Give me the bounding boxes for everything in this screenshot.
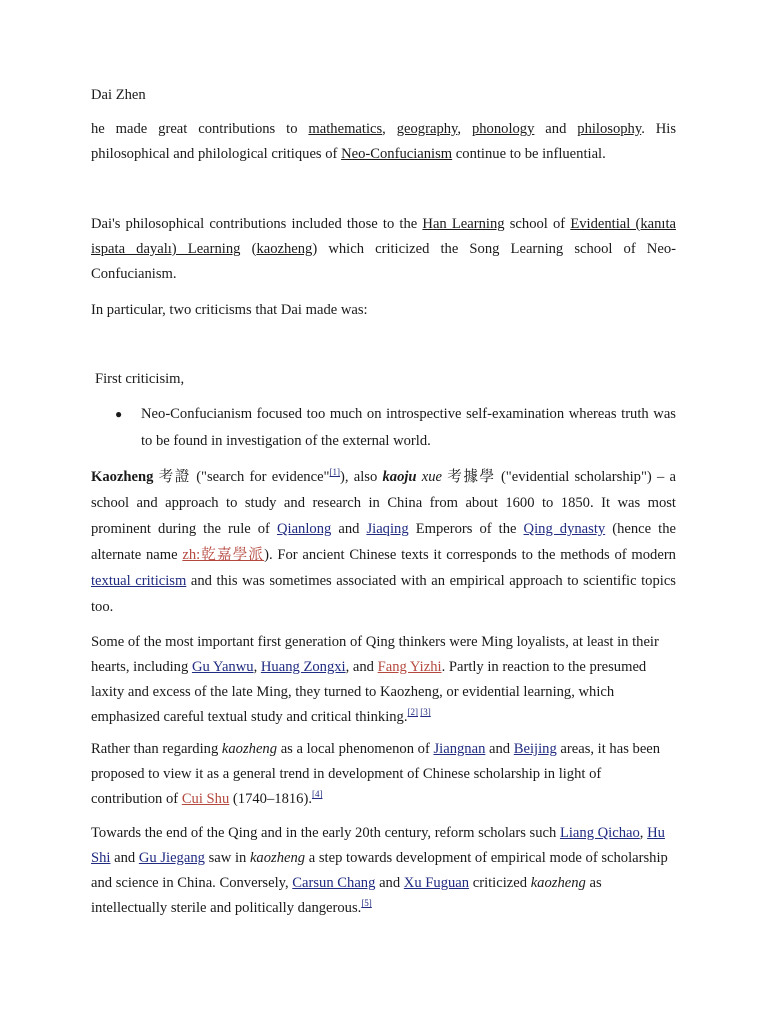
link-philosophy[interactable]: philosophy <box>577 121 642 137</box>
text: Towards the end of the Qing and in the early 20th century, reform scholars such <box>91 825 557 841</box>
text: a step towards development of empirical mode of scholarship and science in China. Conversely, <box>91 850 668 891</box>
kaozheng-term: Kaozheng <box>91 469 154 485</box>
link-beijing[interactable]: Beijing <box>513 741 557 757</box>
ref-link-5[interactable]: [5] <box>361 898 372 908</box>
link-liang-qichao[interactable]: Liang Qichao <box>559 825 640 841</box>
text: and <box>114 850 136 866</box>
link-cui-shu[interactable]: Cui Shu <box>181 791 230 807</box>
link-hu-shi[interactable]: Hu Shi <box>91 825 665 866</box>
page-title: Dai Zhen <box>91 87 146 103</box>
text: , <box>639 825 644 841</box>
text: ( <box>251 241 257 257</box>
link-gu-yanwu[interactable]: Gu Yanwu <box>191 659 254 675</box>
text: and this was sometimes associated with an empirical approach to scientific topics too. <box>91 573 676 615</box>
link-textual-criticism[interactable]: textual criticism <box>91 573 187 589</box>
kaozheng-paragraph <box>91 464 676 620</box>
text: as a local phenomenon of <box>280 741 430 757</box>
text: , <box>382 121 386 137</box>
text: , <box>457 121 462 137</box>
link-han-learning[interactable]: Han Learning <box>422 216 505 232</box>
link-qing-dynasty[interactable]: Qing dynasty <box>523 521 606 537</box>
text: . His philosophical and philological critiques of <box>91 121 677 162</box>
text: Dai's philosophical contributions included those to the <box>91 216 418 232</box>
text: , and <box>345 659 374 675</box>
text: ) which criticized the Song Learning school of Neo-Confucianism. <box>91 241 676 282</box>
kaozheng-italic: kaozheng <box>221 741 278 757</box>
link-zh-qianjia[interactable]: zh:乾嘉學派 <box>182 547 265 563</box>
text: criticized <box>472 875 528 891</box>
link-fang-yizhi[interactable]: Fang Yizhi <box>377 659 442 675</box>
end-of-qing-paragraph <box>91 821 676 921</box>
ref-link-1[interactable]: [1] <box>329 467 341 477</box>
bullet-text: Neo-Confucianism focused too much on introspective self-examination whereas truth was to be found in investigation of the external world. <box>141 406 676 449</box>
ref-link-4[interactable]: [4] <box>311 789 323 799</box>
ref-link-2[interactable]: [2] <box>407 707 418 717</box>
xue-term: xue <box>421 469 443 485</box>
text: and <box>338 521 360 537</box>
link-kaozheng[interactable]: kaozheng <box>256 241 313 257</box>
link-carsun-chang[interactable]: Carsun Chang <box>292 875 376 891</box>
chinese-text: 考據學 <box>447 469 496 485</box>
text: ), also <box>340 469 378 485</box>
text: (1740–1816). <box>232 791 312 807</box>
kaozheng-italic: kaozheng <box>249 850 306 866</box>
text: and <box>489 741 511 757</box>
text: Rather than regarding <box>91 741 219 757</box>
chinese-text: 考證 <box>158 469 191 485</box>
link-phonology[interactable]: phonology <box>471 121 535 137</box>
link-evidential-learning[interactable]: Evidential (kanıta ispata dayalı) Learning <box>91 216 676 257</box>
link-jiaqing[interactable]: Jiaqing <box>366 521 409 537</box>
text: Some of the most important first generation of Qing thinkers were Ming loyalists, at least in their hearts, including <box>91 634 659 675</box>
link-xu-fuguan[interactable]: Xu Fuguan <box>403 875 470 891</box>
text: as intellectually sterile and politically dangerous. <box>91 875 602 916</box>
bullet-list-item <box>115 401 676 455</box>
link-geography[interactable]: geography <box>396 121 458 137</box>
text: ). For ancient Chinese texts it corresponds to the methods of modern <box>264 547 676 563</box>
link-neo-confucianism[interactable]: Neo-Confucianism <box>341 146 453 162</box>
link-jiangnan[interactable]: Jiangnan <box>433 741 486 757</box>
contributions-paragraph <box>91 212 676 287</box>
text: ("search for evidence" <box>196 469 330 485</box>
text: and <box>379 875 401 891</box>
text: , <box>253 659 258 675</box>
text: and <box>545 121 567 137</box>
text: Emperors of the <box>415 521 517 537</box>
text: saw in <box>208 850 247 866</box>
text: continue to be influential. <box>455 146 606 162</box>
kaoju-term: kaoju <box>382 469 417 485</box>
bullet-icon: ● <box>115 407 123 421</box>
in-particular-line: In particular, two criticisms that Dai made was: <box>91 302 368 318</box>
link-huang-zongxi[interactable]: Huang Zongxi <box>260 659 346 675</box>
ref-link-3[interactable]: [3] <box>420 707 431 717</box>
text: (hence the alternate name <box>91 521 676 563</box>
first-criticism-heading: First criticisim, <box>95 371 185 387</box>
text: school of <box>509 216 566 232</box>
text: ("evidential scholarship") – a school and approach to study and research in China from about 1600 to 1850. It was most prominent during the rule of <box>91 469 676 537</box>
kaozheng-italic: kaozheng <box>530 875 586 891</box>
loyalists-paragraph <box>91 630 676 730</box>
regarding-paragraph <box>91 737 676 812</box>
link-mathematics[interactable]: mathematics <box>308 121 383 137</box>
link-gu-jiegang[interactable]: Gu Jiegang <box>138 850 205 866</box>
text: areas, it has been proposed to view it as a general trend in development of Chinese scholarship in light of contribution of <box>91 741 661 807</box>
intro-paragraph <box>91 117 676 167</box>
text: he made great contributions to <box>91 121 298 137</box>
link-qianlong[interactable]: Qianlong <box>276 521 332 537</box>
text: . Partly in reaction to the presumed laxity and excess of the late Ming, they turned to Kaozheng, or evidential learning, which emphasized careful textual study and critical thinking. <box>91 659 647 725</box>
